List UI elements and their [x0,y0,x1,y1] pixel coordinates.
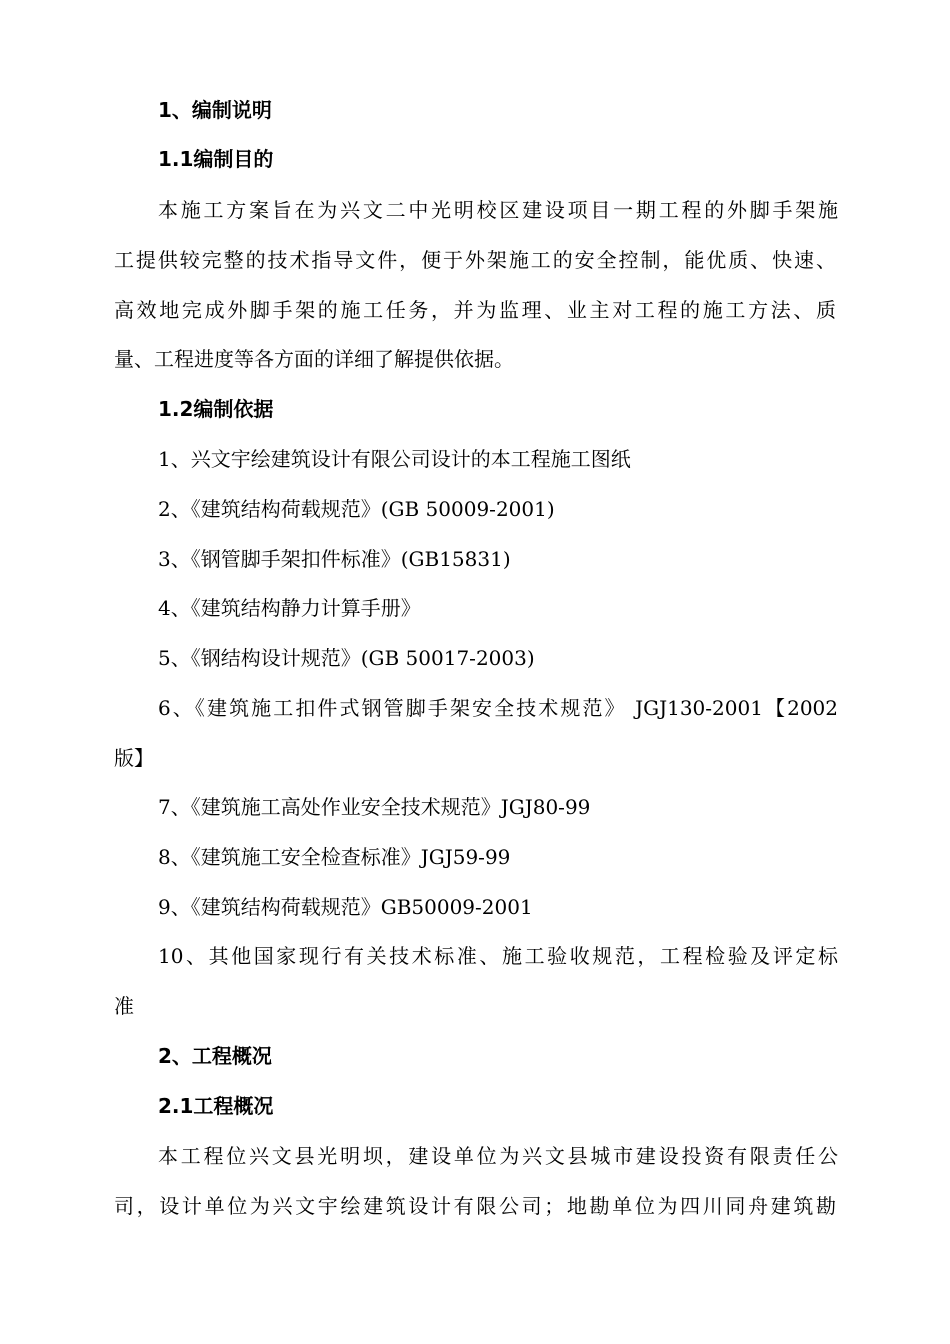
heading-1-1: 1.1编制目的 [158,147,274,171]
list-item-continuation: 准 [114,994,134,1018]
list-item-continuation: 版】 [114,746,154,770]
paragraph-line: 量、工程进度等各方面的详细了解提供依据。 [114,347,514,371]
heading-1: 1、编制说明 [158,98,272,122]
list-item: 10、其他国家现行有关技术标准、施工验收规范，工程检验及评定标 [158,944,838,968]
paragraph-line: 高效地完成外脚手架的施工任务，并为监理、业主对工程的施工方法、质 [114,298,836,322]
list-item: 7、《建筑施工高处作业安全技术规范》JGJ80-99 [158,795,591,819]
list-item: 5、《钢结构设计规范》(GB 50017-2003) [158,646,535,670]
heading-2: 2、工程概况 [158,1044,272,1068]
list-item: 3、《钢管脚手架扣件标准》(GB15831) [158,547,511,571]
heading-1-2: 1.2编制依据 [158,397,274,421]
paragraph-line: 司，设计单位为兴文宇绘建筑设计有限公司；地勘单位为四川同舟建筑勘 [114,1194,836,1218]
paragraph-line: 本施工方案旨在为兴文二中光明校区建设项目一期工程的外脚手架施 [158,198,838,222]
list-item: 6、《建筑施工扣件式钢管脚手架安全技术规范》 JGJ130-2001【2002 [158,696,838,720]
paragraph-line: 工提供较完整的技术指导文件，便于外架施工的安全控制，能优质、快速、 [114,248,836,272]
heading-2-1: 2.1工程概况 [158,1094,274,1118]
paragraph-line: 本工程位兴文县光明坝，建设单位为兴文县城市建设投资有限责任公 [158,1144,838,1168]
list-item: 1、兴文宇绘建筑设计有限公司设计的本工程施工图纸 [158,447,631,471]
list-item: 2、《建筑结构荷载规范》(GB 50009-2001) [158,497,555,521]
list-item: 8、《建筑施工安全检查标准》JGJ59-99 [158,845,511,869]
list-item: 9、《建筑结构荷载规范》GB50009-2001 [158,895,533,919]
list-item: 4、《建筑结构静力计算手册》 [158,596,421,620]
